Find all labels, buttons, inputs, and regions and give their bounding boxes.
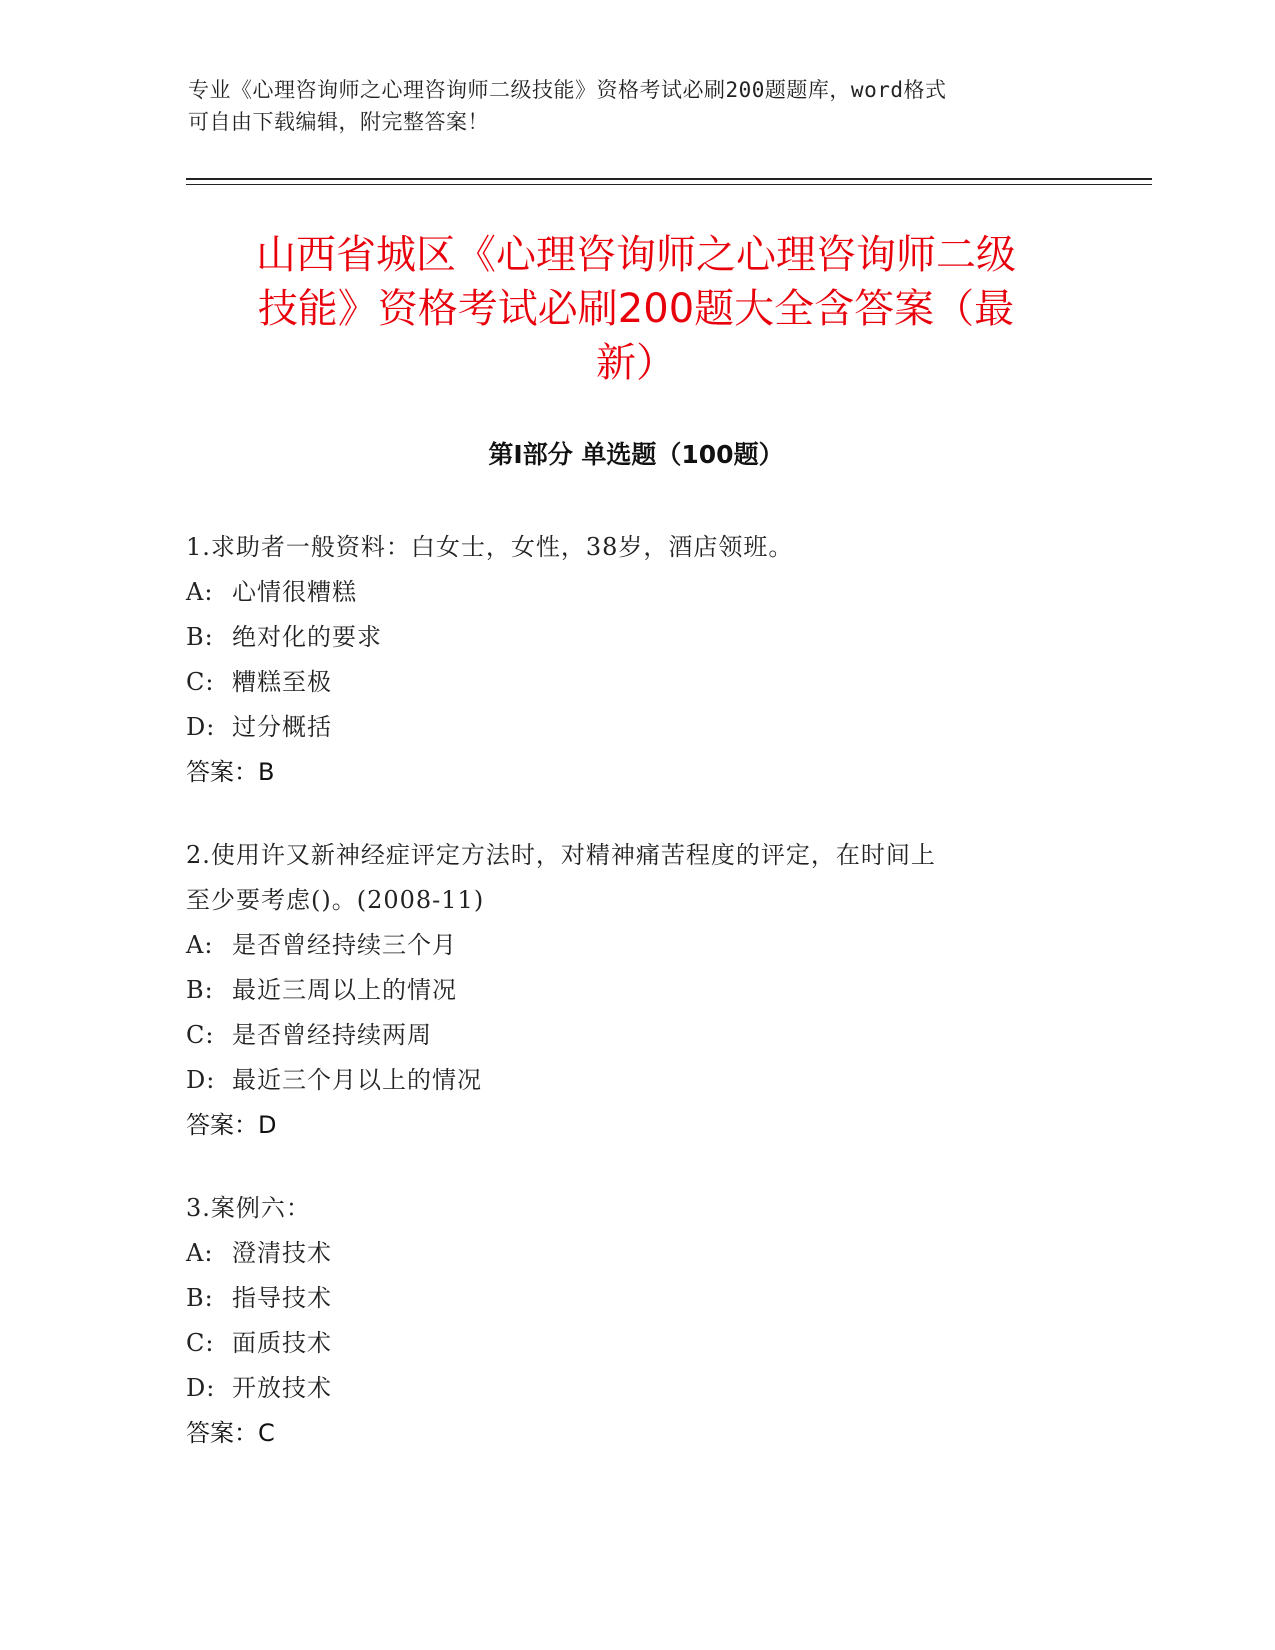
option-d xyxy=(186,1366,1066,1411)
document-title-line-3: 新） xyxy=(596,340,676,386)
question-1 xyxy=(186,525,1066,795)
option-a xyxy=(186,1231,1066,1276)
option-key: D: xyxy=(186,1066,216,1094)
option-key: B: xyxy=(186,1284,214,1312)
option-a xyxy=(186,923,1066,968)
option-key: A: xyxy=(186,1239,214,1267)
option-key: D: xyxy=(186,1374,216,1402)
option-key: D: xyxy=(186,713,216,741)
option-b xyxy=(186,615,1066,660)
option-text: 是否曾经持续两周 xyxy=(232,1021,432,1049)
option-key: C: xyxy=(186,1329,215,1357)
header-divider-thick xyxy=(186,178,1152,180)
header-note xyxy=(188,74,1068,138)
question-stem: 3.案例六： xyxy=(186,1194,311,1222)
option-text: 面质技术 xyxy=(232,1329,332,1357)
answer-line: 答案：C xyxy=(186,1419,275,1447)
option-key: C: xyxy=(186,1021,215,1049)
option-key: B: xyxy=(186,976,214,1004)
option-text: 开放技术 xyxy=(232,1374,332,1402)
question-stem-continued: 至少要考虑()。(2008-11) xyxy=(186,886,485,914)
section-title: 第Ⅰ部分 单选题（100题） xyxy=(488,440,784,469)
option-c xyxy=(186,1321,1066,1366)
option-text: 最近三个月以上的情况 xyxy=(232,1066,482,1094)
header-note-line-2: 可自由下载编辑，附完整答案！ xyxy=(188,110,489,134)
option-b xyxy=(186,968,1066,1013)
option-key: A: xyxy=(186,931,214,959)
option-c xyxy=(186,1013,1066,1058)
option-d xyxy=(186,705,1066,750)
question-3 xyxy=(186,1186,1066,1456)
option-text: 是否曾经持续三个月 xyxy=(232,931,457,959)
question-stem: 2.使用许又新神经症评定方法时，对精神痛苦程度的评定，在时间上 xyxy=(186,841,936,869)
document-title-line-2: 技能》资格考试必刷200题大全含答案（最 xyxy=(257,286,1015,332)
option-text: 绝对化的要求 xyxy=(232,623,382,651)
question-stem: 1.求助者一般资料：白女士，女性，38岁，酒店领班。 xyxy=(186,533,794,561)
document-title xyxy=(186,228,1086,390)
option-text: 最近三周以上的情况 xyxy=(232,976,457,1004)
document-title-line-1: 山西省城区《心理咨询师之心理咨询师二级 xyxy=(256,232,1016,278)
option-key: B: xyxy=(186,623,214,651)
option-c xyxy=(186,660,1066,705)
option-b xyxy=(186,1276,1066,1321)
option-key: C: xyxy=(186,668,215,696)
option-text: 过分概括 xyxy=(232,713,332,741)
question-list xyxy=(186,525,1066,1494)
option-text: 澄清技术 xyxy=(232,1239,332,1267)
header-note-line-1: 专业《心理咨询师之心理咨询师二级技能》资格考试必刷200题题库，word格式 xyxy=(188,78,947,102)
option-text: 糟糕至极 xyxy=(232,668,332,696)
option-d xyxy=(186,1058,1066,1103)
answer-line: 答案：D xyxy=(186,1111,277,1139)
header-divider-thin xyxy=(186,184,1152,185)
option-text: 心情很糟糕 xyxy=(232,578,357,606)
option-key: A: xyxy=(186,578,214,606)
option-text: 指导技术 xyxy=(232,1284,332,1312)
answer-line: 答案：B xyxy=(186,758,275,786)
question-2 xyxy=(186,833,1066,1148)
option-a xyxy=(186,570,1066,615)
